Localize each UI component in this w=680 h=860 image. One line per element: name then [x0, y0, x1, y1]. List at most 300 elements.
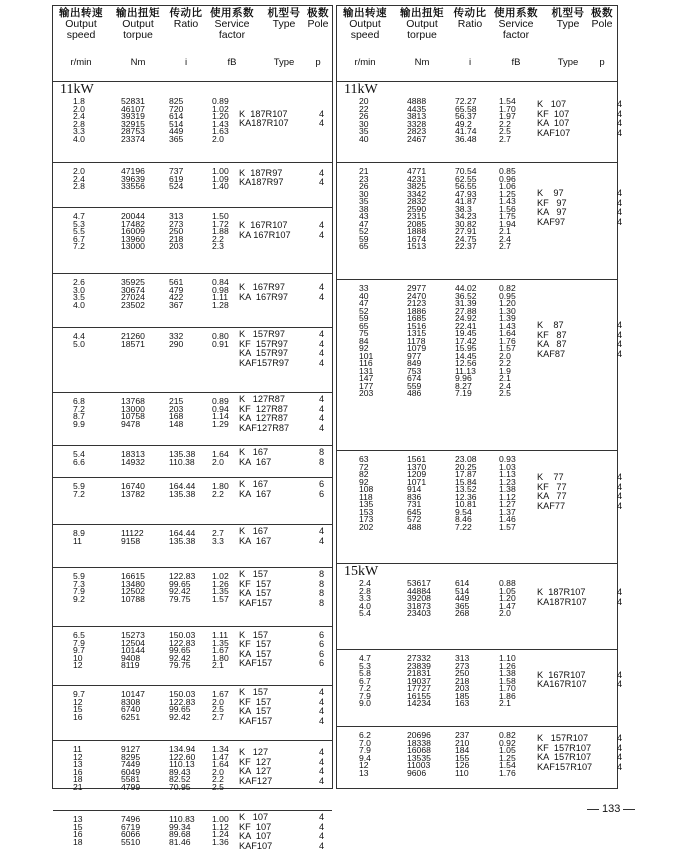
ratio-value: 218: [455, 675, 470, 686]
torque-value: 753: [407, 365, 422, 376]
speed-value: 2.8: [359, 585, 371, 596]
header-ratio: [451, 7, 489, 68]
speed-value: 2.4: [73, 111, 85, 121]
torque-value: 13960: [121, 233, 145, 244]
header-type-unit: Type: [557, 57, 579, 68]
model-type: KA 87: [537, 339, 567, 350]
service-factor-value: 1.11: [212, 630, 229, 640]
speed-value: 30: [359, 188, 369, 199]
model-pole: 4: [319, 706, 325, 717]
model-type: KA 167R97: [239, 291, 289, 302]
service-factor-value: 2.7: [499, 241, 511, 251]
speed-value: 6.2: [359, 730, 371, 740]
ratio-value: 7.22: [455, 521, 472, 532]
service-factor-value: 2.2: [499, 118, 511, 129]
model-type: KAF87: [537, 348, 566, 359]
torque-value: 16009: [121, 226, 145, 236]
ratio-value: 14.45: [455, 350, 477, 361]
speed-value: 5.9: [73, 571, 85, 581]
header-pole-zh: 极数: [307, 7, 329, 19]
speed-value: 33: [359, 283, 369, 293]
speed-value: 7.0: [359, 737, 371, 748]
model-entry: [239, 599, 329, 609]
ratio-value: 614: [169, 111, 184, 121]
torque-value: 13768: [121, 396, 145, 406]
ratio-value: 168: [169, 411, 184, 421]
service-factor-value: 1.24: [212, 829, 229, 839]
service-factor-value: 2.2: [499, 358, 511, 368]
service-factor-value: 1.38: [499, 484, 516, 494]
speed-value: 26: [359, 111, 369, 121]
torque-value: 9606: [407, 767, 427, 778]
header-type: [261, 7, 307, 68]
header-ratio-en: Ratio: [173, 18, 199, 30]
model-type: KA 167: [239, 488, 272, 499]
model-type: K 157: [239, 629, 269, 640]
header-type-zh: 机型号: [551, 7, 585, 19]
ratio-value: 24.75: [455, 233, 477, 244]
torque-value: 23839: [407, 660, 431, 671]
model-type: KF 157: [239, 696, 272, 707]
torque-value: 9158: [121, 535, 141, 546]
model-pole: 4: [617, 339, 623, 350]
table-block: [337, 163, 623, 280]
model-type: KA 167: [239, 456, 272, 467]
speed-value: 6.7: [359, 675, 371, 686]
table-block: [53, 568, 332, 627]
ratio-value: 122.60: [169, 751, 196, 762]
speed-value: 203: [359, 388, 374, 398]
speed-value: 52: [359, 226, 369, 236]
service-factor-value: 2.0: [212, 766, 224, 777]
model-list: [239, 480, 329, 499]
header-torque-en2: torpue: [407, 29, 437, 41]
speed-value: 7.2: [359, 683, 371, 693]
torque-value: 3825: [407, 181, 427, 191]
service-factor-value: 1.38: [499, 668, 516, 678]
ratio-value: 17.42: [455, 335, 477, 346]
speed-value: 3.5: [73, 292, 85, 302]
service-factor-value: 0.98: [212, 284, 229, 295]
model-pole: 4: [319, 840, 325, 851]
speed-value: 4.7: [73, 211, 85, 221]
torque-value: 1888: [407, 226, 427, 236]
torque-value: 836: [407, 491, 422, 502]
model-pole: 4: [319, 177, 325, 188]
ratio-value: 110: [455, 767, 469, 778]
service-factor-value: 2.1: [499, 226, 511, 236]
model-pole: 4: [319, 338, 325, 349]
speed-value: 13: [359, 767, 369, 778]
torque-value: 8295: [121, 751, 141, 762]
torque-value: 44884: [407, 585, 431, 596]
torque-value: 7496: [121, 814, 141, 824]
ratio-value: 514: [169, 118, 184, 129]
torque-value: 1071: [407, 476, 427, 487]
service-factor-value: 0.80: [212, 331, 229, 341]
table-block: [337, 451, 623, 564]
ratio-value: 9.96: [455, 373, 472, 383]
speed-value: 147: [359, 373, 374, 383]
service-factor-value: 1.14: [212, 411, 229, 421]
speed-value: 9.7: [73, 689, 85, 699]
model-entry: [537, 502, 627, 512]
model-type: KAF157R97: [239, 357, 290, 368]
speed-value: 4.4: [73, 331, 85, 341]
model-pole: 4: [617, 472, 623, 483]
service-factor-value: 1.25: [499, 188, 516, 199]
speed-value: 84: [359, 335, 369, 346]
service-factor-value: 0.84: [212, 277, 229, 287]
torque-value: 21831: [407, 668, 431, 678]
torque-value: 27332: [407, 653, 431, 663]
header-speed-unit: r/min: [70, 57, 92, 68]
speed-value: 4.0: [359, 600, 371, 611]
model-list: [239, 395, 329, 433]
left-table: [52, 5, 333, 851]
model-type: K 157R97: [239, 329, 285, 339]
model-type: KA 107: [239, 831, 272, 842]
model-type: K 187R97: [239, 167, 283, 178]
service-factor-value: 1.43: [212, 118, 229, 129]
model-type: KA 127: [239, 766, 272, 777]
service-factor-value: 2.4: [499, 233, 511, 244]
model-entry: [537, 598, 627, 608]
speed-value: 6.7: [73, 233, 85, 244]
torque-value: 12502: [121, 586, 145, 596]
header-type-zh: 机型号: [267, 7, 301, 19]
speed-value: 12: [73, 751, 83, 762]
speed-value: 8.9: [73, 528, 85, 538]
speed-value: 153: [359, 506, 374, 517]
service-factor-value: 1.70: [499, 103, 516, 114]
torque-value: 18338: [407, 737, 431, 748]
table-block: [53, 478, 332, 525]
speed-value: 10: [73, 652, 83, 663]
service-factor-value: 1.75: [499, 211, 516, 221]
header-service-zh: 使用系数: [210, 7, 254, 19]
service-factor-value: 1.57: [499, 521, 516, 532]
speed-value: 2.4: [73, 173, 85, 184]
model-pole: 4: [617, 99, 623, 110]
service-factor-value: 2.0: [499, 350, 511, 361]
speed-value: 9.0: [359, 698, 371, 708]
service-factor-value: 2.7: [212, 711, 224, 722]
torque-value: 4435: [407, 103, 427, 114]
torque-value: 4888: [407, 96, 427, 106]
speed-value: 2.6: [73, 277, 85, 287]
ratio-value: 273: [455, 660, 470, 671]
service-factor-value: 1.35: [212, 637, 229, 648]
header-torque-en: Output: [122, 18, 154, 30]
model-pole: 4: [319, 229, 325, 240]
torque-value: 849: [407, 358, 422, 368]
service-factor-value: 1.54: [499, 760, 516, 770]
ratio-value: 89.43: [169, 766, 191, 777]
ratio-value: 36.48: [455, 133, 477, 144]
header-type: [545, 7, 591, 68]
model-entry: [239, 231, 329, 241]
service-factor-value: 1.39: [499, 313, 516, 323]
speed-value: 16: [73, 829, 83, 839]
torque-value: 6719: [121, 821, 141, 832]
service-factor-value: 1.67: [212, 689, 229, 699]
service-factor-value: 1.34: [212, 744, 229, 754]
ratio-value: 81.46: [169, 836, 191, 847]
model-pole: 4: [319, 403, 325, 414]
model-pole: 4: [617, 118, 623, 129]
speed-value: 7.9: [73, 637, 85, 648]
ratio-value: 10.81: [455, 499, 477, 509]
speed-value: 9.7: [73, 645, 85, 655]
speed-value: 6.6: [73, 456, 85, 467]
service-factor-value: 1.97: [499, 111, 516, 121]
torque-value: 6049: [121, 766, 141, 777]
ratio-value: 273: [169, 218, 184, 229]
table-block: [53, 393, 332, 446]
speed-value: 5.4: [73, 449, 85, 459]
ratio-value: 290: [169, 338, 184, 349]
model-type: KAF157: [239, 597, 273, 608]
model-list: [537, 189, 627, 227]
ratio-value: 365: [455, 600, 470, 611]
ratio-value: 8.27: [455, 380, 472, 391]
service-factor-value: 1.58: [499, 675, 516, 686]
model-pole: 4: [319, 118, 325, 129]
speed-value: 12: [359, 760, 369, 770]
model-pole: 4: [319, 394, 325, 404]
ratio-value: 89.68: [169, 829, 191, 839]
torque-value: 18571: [121, 338, 145, 349]
table-block: [53, 627, 332, 686]
speed-value: 65: [359, 320, 369, 331]
header-pole-en: Pole: [591, 18, 613, 30]
torque-value: 23403: [407, 608, 431, 618]
speed-value: 4.7: [359, 653, 371, 663]
ratio-value: 20.25: [455, 461, 477, 472]
model-list: [239, 748, 329, 786]
torque-value: 4771: [407, 166, 427, 176]
service-factor-value: 1.76: [499, 767, 516, 778]
ratio-value: 15.95: [455, 343, 477, 353]
torque-value: 486: [407, 388, 422, 398]
model-type: KF 157: [239, 639, 272, 650]
speed-value: 92: [359, 476, 369, 487]
model-entry: [239, 293, 329, 303]
speed-value: 116: [359, 358, 373, 368]
header-pole-unit: p: [599, 57, 605, 68]
ratio-value: 92.42: [169, 652, 191, 663]
torque-value: 13480: [121, 578, 145, 589]
model-pole: 8: [319, 597, 325, 608]
ratio-value: 134.94: [169, 744, 196, 754]
model-type: KA 157R97: [239, 348, 289, 359]
model-pole: 4: [319, 167, 325, 178]
torque-value: 13000: [121, 241, 145, 251]
service-factor-value: 1.00: [212, 166, 229, 176]
model-list: [239, 527, 329, 546]
model-pole: 4: [319, 282, 325, 293]
ratio-value: 135.38: [169, 535, 196, 546]
service-factor-value: 1.12: [499, 491, 516, 502]
ratio-value: 65.58: [455, 103, 477, 114]
ratio-value: 185: [455, 690, 470, 701]
service-factor-value: 1.20: [212, 111, 229, 121]
service-factor-value: 2.0: [499, 608, 511, 618]
torque-value: 2977: [407, 283, 427, 293]
torque-value: 7449: [121, 759, 141, 769]
model-type: KAF127R87: [239, 422, 290, 433]
model-list: [239, 448, 329, 467]
speed-value: 202: [359, 521, 374, 532]
torque-value: 8119: [121, 660, 140, 670]
torque-value: 20044: [121, 211, 145, 221]
header-speed-unit: r/min: [354, 57, 376, 68]
torque-value: 2467: [407, 133, 427, 144]
model-list: [239, 330, 329, 368]
torque-value: 13782: [121, 488, 145, 499]
ratio-value: 479: [169, 284, 184, 295]
speed-value: 2.0: [73, 166, 85, 176]
model-type: KA187R107: [537, 596, 587, 607]
page-number: [584, 803, 638, 815]
header-speed-zh: 输出转速: [343, 7, 387, 19]
ratio-value: 13.52: [455, 484, 477, 494]
torque-value: 52831: [121, 96, 145, 106]
service-factor-value: 1.05: [499, 585, 516, 596]
speed-value: 43: [359, 211, 369, 221]
service-factor-value: 2.1: [499, 698, 511, 708]
ratio-value: 56.55: [455, 181, 477, 191]
torque-value: 33556: [121, 181, 145, 191]
torque-value: 46107: [121, 103, 145, 114]
model-pole: 4: [319, 687, 325, 697]
ratio-value: 203: [169, 241, 184, 251]
torque-value: 16155: [407, 690, 431, 701]
service-factor-value: 1.47: [499, 600, 516, 611]
model-pole: 6: [319, 479, 325, 489]
model-pole: 4: [319, 756, 325, 767]
speed-value: 30: [359, 118, 369, 129]
ratio-value: 313: [169, 211, 184, 221]
torque-value: 35925: [121, 277, 145, 287]
ratio-value: 614: [455, 578, 470, 588]
torque-value: 9127: [121, 744, 141, 754]
torque-value: 9478: [121, 418, 141, 429]
torque-value: 16615: [121, 571, 145, 581]
ratio-value: 47.93: [455, 188, 477, 199]
torque-value: 6066: [121, 829, 141, 839]
torque-value: 2123: [407, 298, 427, 308]
service-factor-value: 1.47: [212, 751, 229, 762]
torque-value: 15273: [121, 630, 145, 640]
table-block: [53, 811, 332, 860]
speed-value: 5.5: [73, 226, 85, 236]
ratio-value: 99.65: [169, 645, 191, 655]
ratio-value: 524: [169, 181, 184, 191]
speed-value: 92: [359, 343, 369, 353]
ratio-value: 22.37: [455, 241, 477, 251]
ratio-value: 31.39: [455, 298, 477, 308]
torque-value: 3328: [407, 118, 427, 129]
model-pole: 4: [319, 535, 325, 546]
service-factor-value: 1.40: [212, 181, 229, 191]
service-factor-value: 1.13: [499, 469, 516, 479]
model-pole: 4: [617, 491, 623, 502]
model-type: K 167: [239, 447, 269, 457]
table-block: [53, 328, 332, 393]
service-factor-value: 0.95: [499, 290, 516, 301]
speed-value: 7.9: [359, 745, 371, 755]
service-factor-value: 1.29: [212, 418, 229, 429]
speed-value: 21: [359, 166, 369, 176]
ratio-value: 135.38: [169, 488, 196, 499]
service-factor-value: 1.02: [212, 571, 229, 581]
model-entry: [239, 537, 329, 547]
torque-value: 23374: [121, 133, 145, 144]
header-torque: [393, 7, 451, 68]
ratio-value: 150.03: [169, 689, 196, 699]
torque-value: 2315: [407, 211, 427, 221]
ratio-value: 203: [455, 683, 470, 693]
ratio-value: 164.44: [169, 481, 196, 491]
model-type: KA 167R107: [239, 229, 291, 240]
service-factor-value: 1.80: [212, 481, 229, 491]
table-block: [53, 274, 332, 328]
model-type: KF 97: [537, 197, 567, 208]
model-list: [239, 813, 329, 851]
ratio-value: 19.45: [455, 328, 477, 338]
torque-value: 731: [407, 499, 422, 509]
torque-value: 2832: [407, 196, 427, 206]
header-ratio-zh: 传动比: [453, 7, 487, 19]
torque-value: 6251: [121, 711, 141, 722]
torque-value: 20696: [407, 730, 431, 740]
service-factor-value: 1.35: [212, 586, 229, 596]
model-pole: 6: [319, 639, 325, 650]
ratio-value: 313: [455, 653, 470, 663]
service-factor-value: 0.91: [212, 338, 229, 349]
torque-value: 1561: [407, 454, 427, 464]
model-entry: [537, 763, 627, 773]
torque-value: 10144: [121, 645, 145, 655]
torque-value: 4231: [407, 173, 427, 184]
torque-value: 19037: [407, 675, 431, 686]
speed-value: 26: [359, 181, 369, 191]
ratio-value: 619: [169, 173, 184, 184]
ratio-value: 164.44: [169, 528, 196, 538]
model-pole: 4: [617, 596, 623, 607]
speed-value: 4.0: [73, 299, 85, 310]
page-number-text: 133: [602, 803, 621, 815]
torque-value: 13000: [121, 403, 145, 414]
service-factor-value: 2.0: [212, 133, 224, 144]
table-header: [53, 6, 332, 82]
model-pole: 8: [319, 569, 325, 579]
model-type: KA 107: [537, 118, 570, 129]
service-factor-value: 2.7: [212, 528, 224, 538]
speed-value: 65: [359, 241, 369, 251]
table-block: [53, 686, 332, 741]
model-pole: 8: [319, 456, 325, 467]
ratio-value: 237: [455, 730, 470, 740]
header-type-en: Type: [556, 18, 580, 30]
model-type: K 127: [239, 747, 269, 758]
model-type: KA 157: [239, 588, 272, 599]
model-pole: 6: [319, 488, 325, 499]
model-type: KA167R107: [537, 679, 587, 690]
header-speed: [337, 7, 393, 68]
